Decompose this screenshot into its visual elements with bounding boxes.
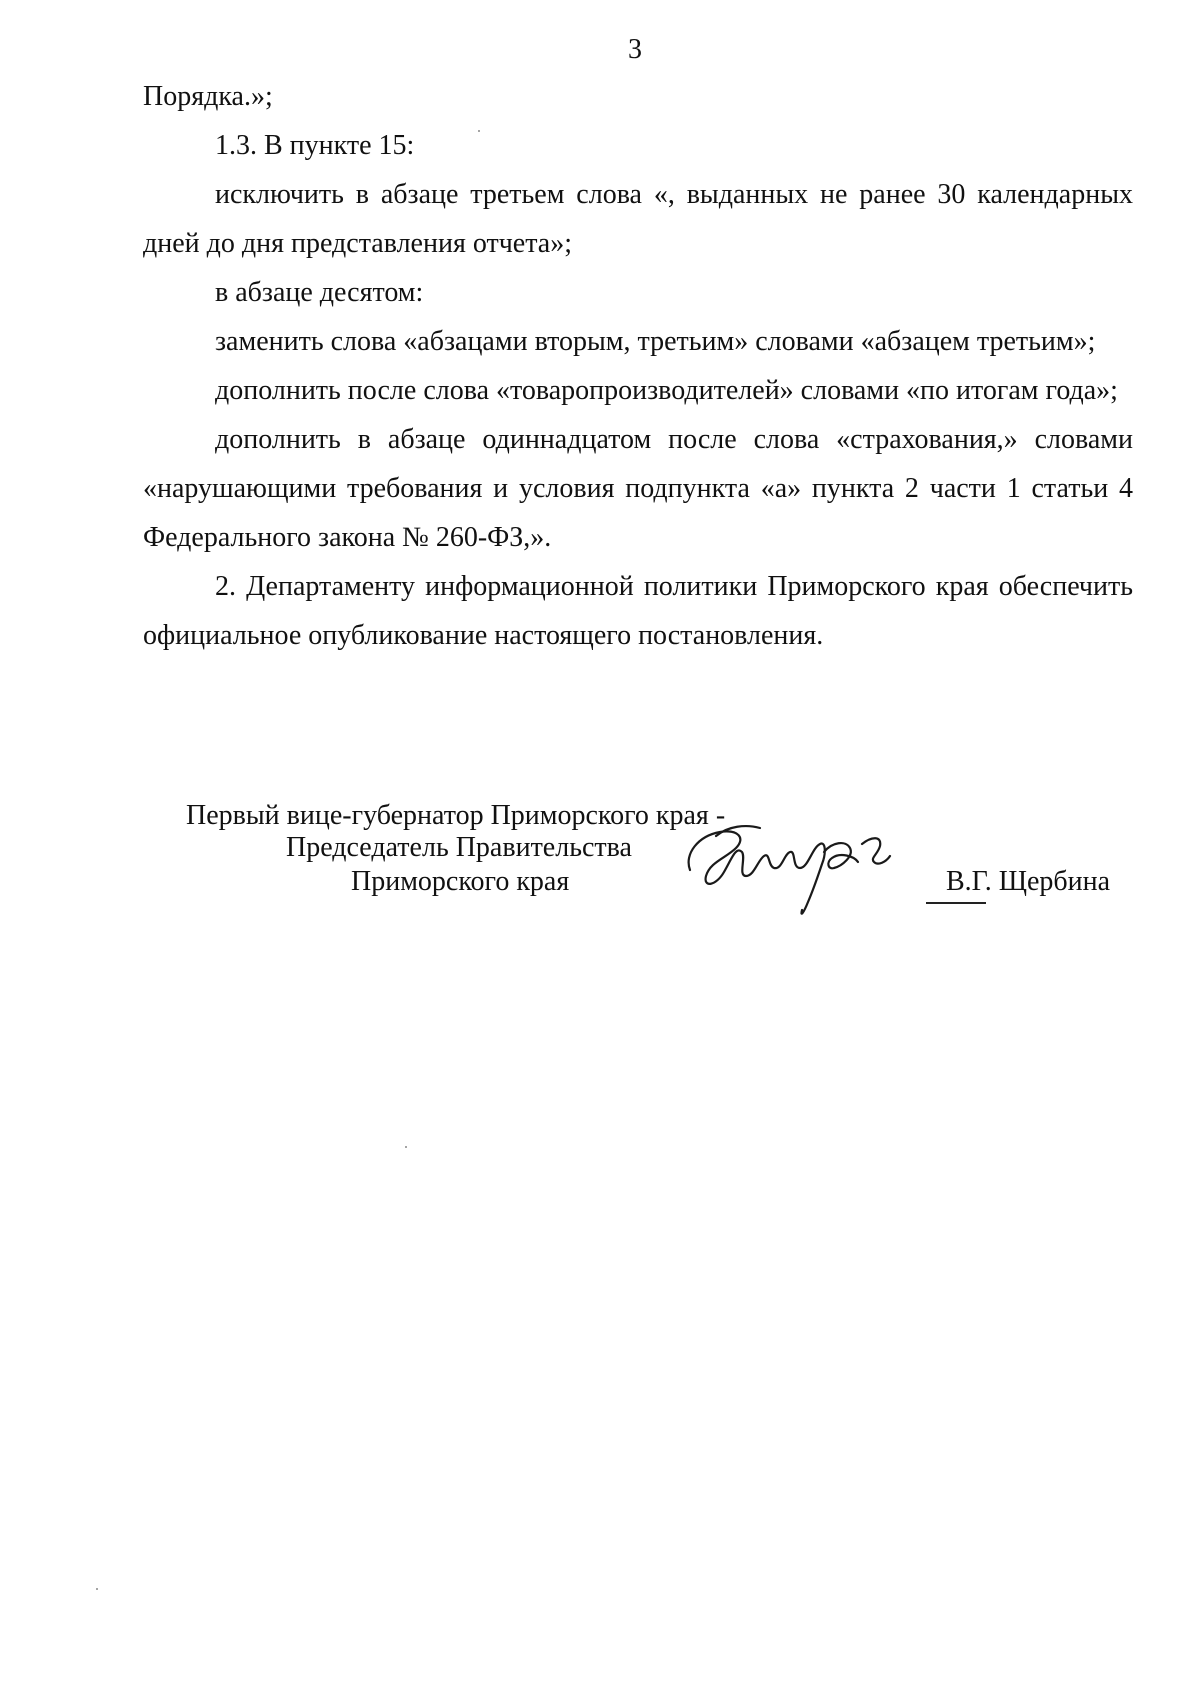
signatory-title-line-1: Первый вице-губернатор Приморского края - [186,800,726,831]
paragraph-tenth-abzac: в абзаце десятом: [215,277,424,308]
paragraph-clause-1-3: 1.3. В пункте 15: [215,130,415,161]
scan-speck [478,130,480,132]
paragraph-exclude-words: исключить в абзаце третьем слова «, выданных не ранее 30 календарных дней до дня представления отчета»; [143,179,1133,259]
paragraph-publication: 2. Департаменту информационной политики Приморского края обеспечить официальное опубликование настоящего постановления. [143,571,1133,651]
signatory-title-line-2: Председатель Правительства [286,832,632,863]
signer-name-underline [926,902,986,904]
document-body [143,72,1133,660]
signer-name: В.Г. Щербина [946,866,1111,897]
signatory-title-line-3: Приморского края [351,866,570,897]
paragraph-add-after-producers: дополнить после слова «товаропроизводителей» словами «по итогам года»; [215,375,1118,406]
paragraph-continuation: Порядка.»; [143,81,273,112]
scan-speck [405,1146,407,1148]
scan-speck [96,1588,98,1590]
signature-block [186,800,1111,920]
handwritten-signature [676,806,906,926]
paragraph-replace-words: заменить слова «абзацами вторым, третьим» словами «абзацем третьим»; [215,326,1096,357]
paragraph-add-eleventh-abzac: дополнить в абзаце одиннадцатом после слова «страхования,» словами «нарушающими требования и условия подпункта «а» пункта 2 части 1 статьи 4 Федерального закона № 260-ФЗ,». [143,424,1133,553]
page-number: 3 [628,34,642,65]
